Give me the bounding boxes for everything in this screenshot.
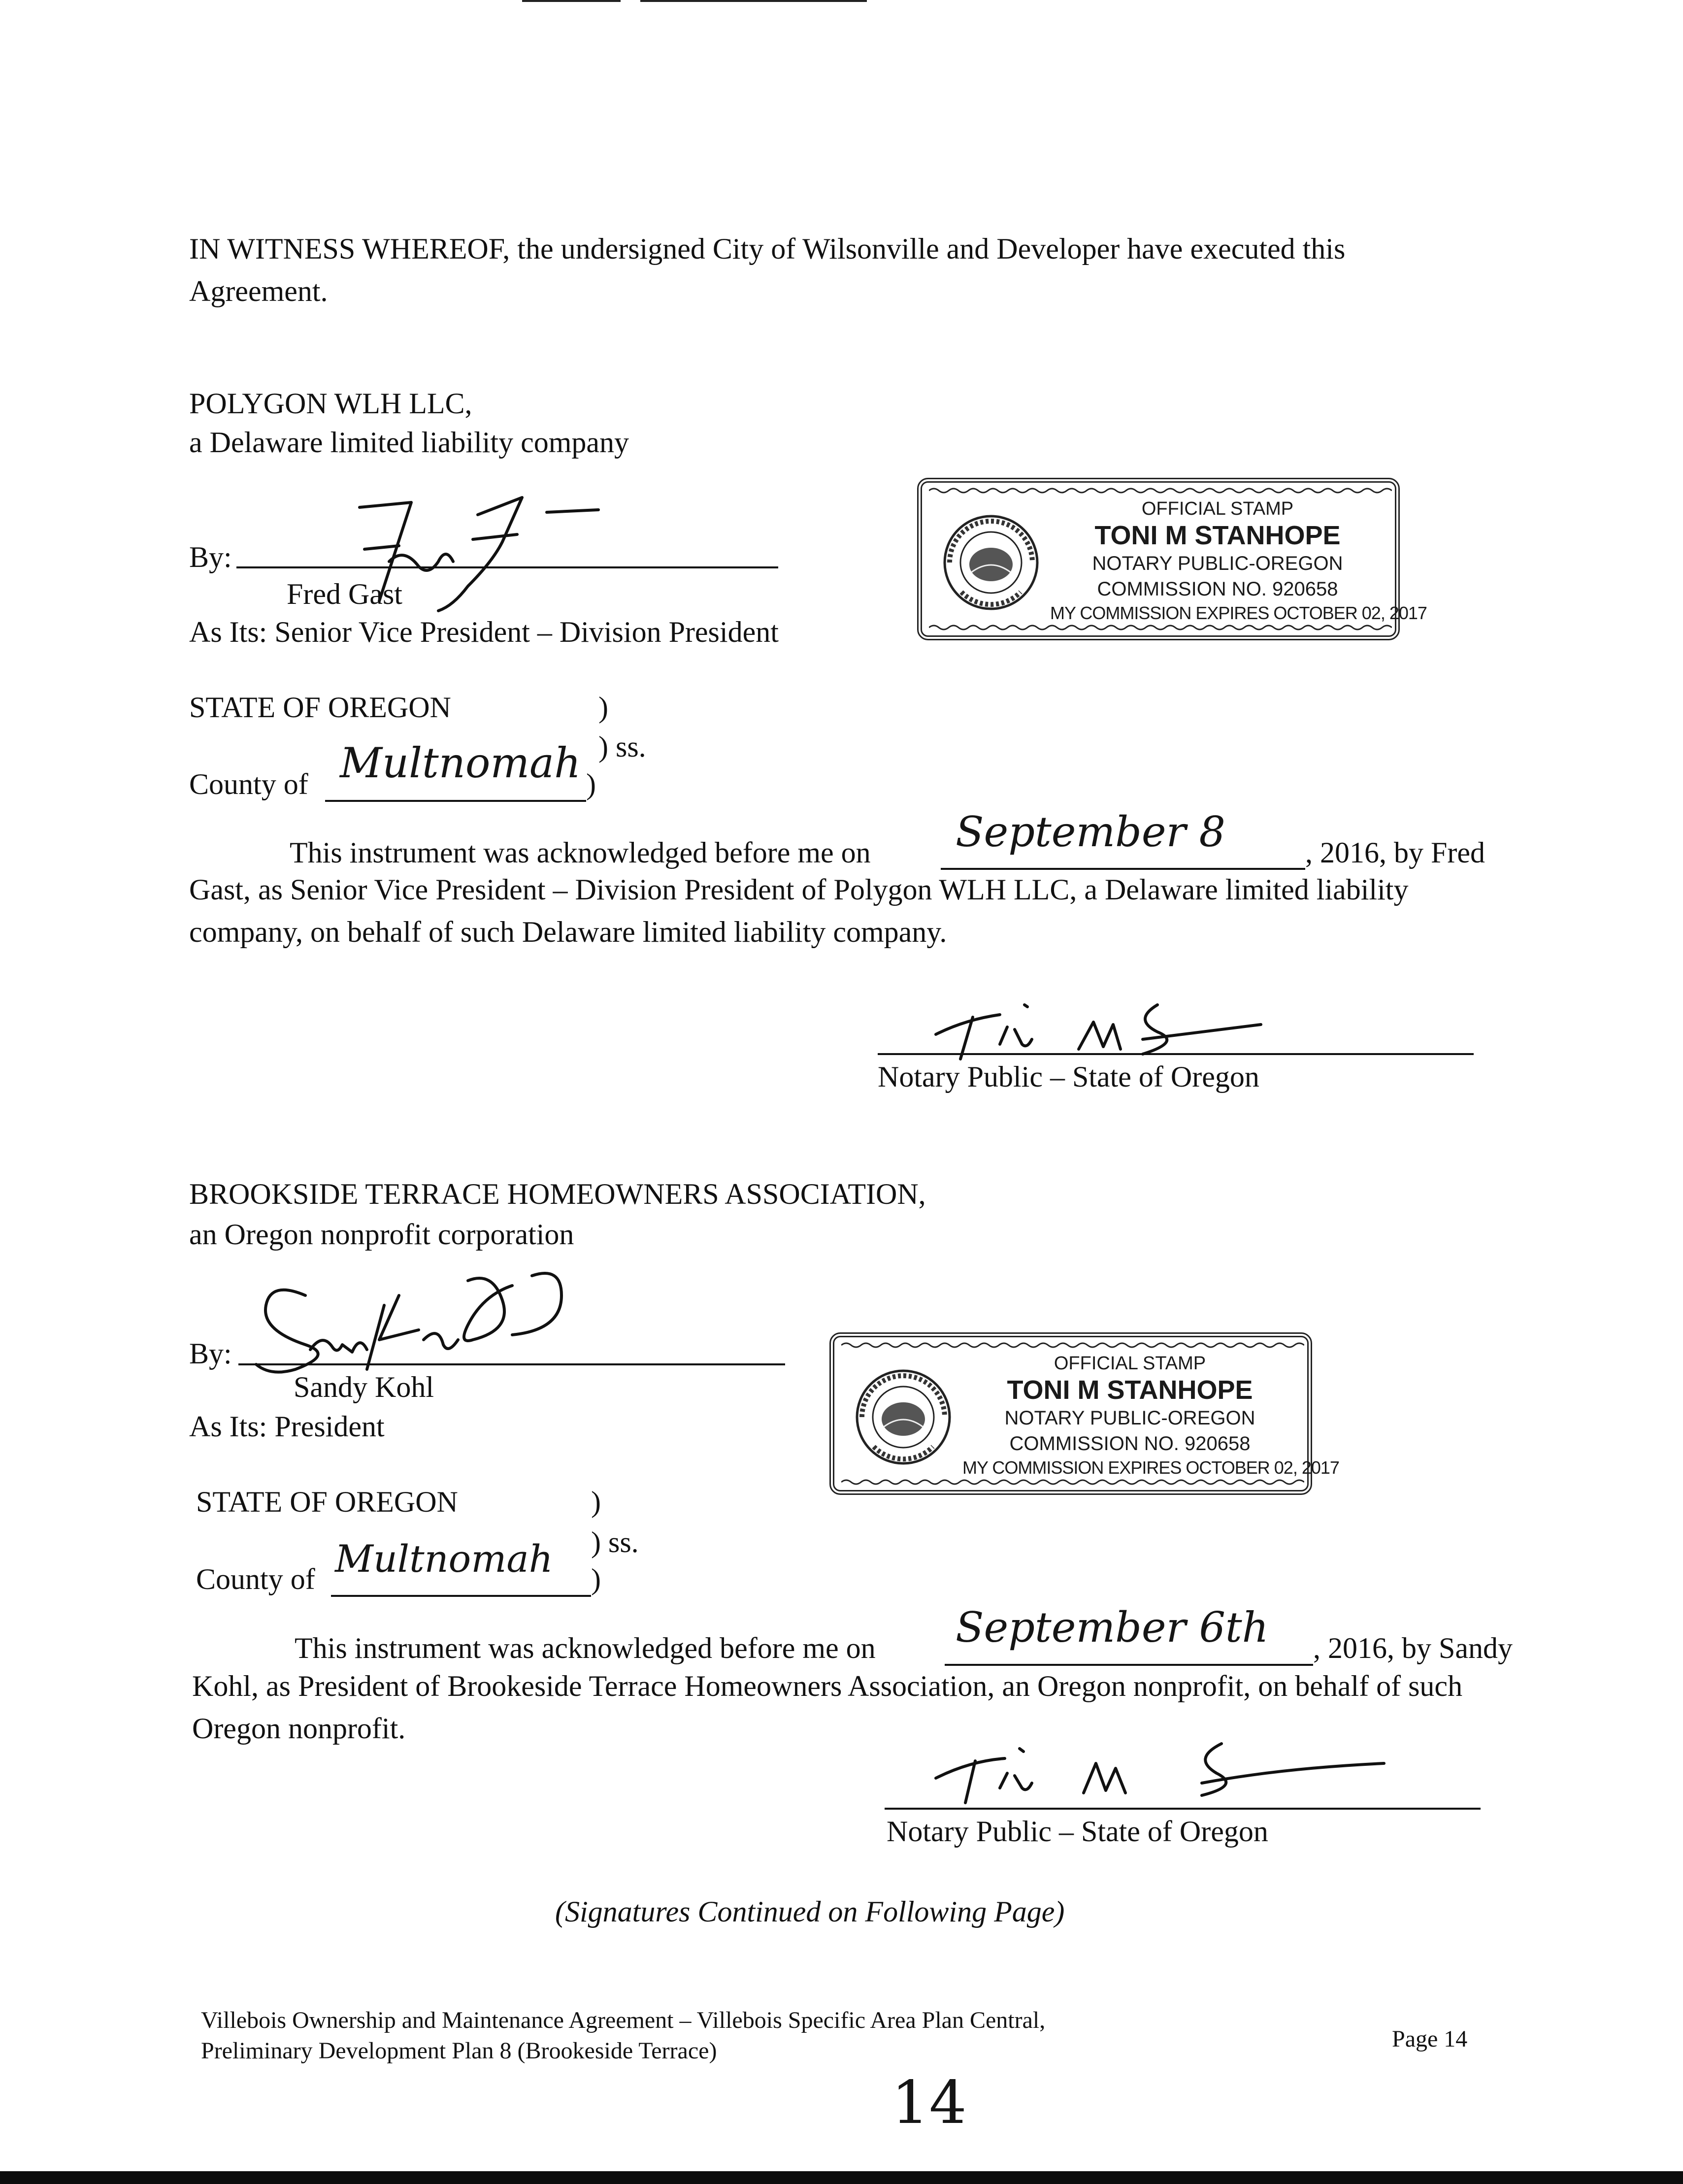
county-close-paren: )	[591, 1563, 601, 1595]
acknowledgment-body: Gast, as Senior Vice President – Division President of Polygon WLH LLC, a Delaware limited liability company, on behalf of such Delaware limited liability company.	[189, 873, 1409, 948]
stamp-official-label: OFFICIAL STAMP	[1141, 498, 1294, 519]
signatures-continued-note: (Signatures Continued on Following Page)	[555, 1895, 1065, 1928]
county-fill-line	[325, 800, 586, 802]
notary-state-label: STATE OF OREGON	[189, 691, 451, 724]
county-handwritten-value: Multnomah	[335, 1537, 553, 1581]
county-label: County of	[196, 1563, 315, 1595]
county-label: County of	[189, 768, 308, 800]
venue-ss: ) ss.	[591, 1526, 639, 1558]
association-by-label: By:	[189, 1337, 232, 1370]
stamp-notary-name: TONI M STANHOPE	[1007, 1375, 1253, 1405]
stamp-notary-name: TONI M STANHOPE	[1094, 521, 1341, 550]
acknowledgment-prefix: This instrument was acknowledged before me on	[290, 836, 871, 869]
stamp-commission-expiry: MY COMMISSION EXPIRES OCTOBER 02, 2017	[1050, 603, 1427, 623]
stamp-border-pattern	[929, 624, 1392, 631]
notary-public-label: Notary Public – State of Oregon	[887, 1815, 1268, 1848]
association-signer-title: As Its: President	[189, 1410, 385, 1443]
state-seal-icon	[854, 1368, 953, 1466]
developer-by-label: By:	[189, 541, 232, 573]
stamp-official-label: OFFICIAL STAMP	[1054, 1353, 1206, 1374]
stamp-commission-expiry: MY COMMISSION EXPIRES OCTOBER 02, 2017	[962, 1457, 1339, 1478]
notary-stamp	[829, 1332, 1339, 1495]
scan-artifact-bottom-bar	[0, 2171, 1683, 2184]
acknowledgment-body: Kohl, as President of Brookeside Terrace Homeowners Association, an Oregon nonprofit, on behalf of such Oregon nonprofit.	[192, 1670, 1463, 1745]
stamp-notary-title: NOTARY PUBLIC-OREGON	[1004, 1407, 1255, 1429]
county-close-paren: )	[586, 768, 596, 800]
notary-state-label: STATE OF OREGON	[196, 1486, 458, 1518]
notary-signature	[926, 985, 1281, 1069]
venue-paren: )	[598, 691, 608, 724]
scan-artifact-top-rule	[522, 0, 621, 2]
venue-ss: ) ss.	[598, 730, 646, 763]
acknowledgment-suffix: , 2016, by Fred	[1305, 836, 1485, 869]
developer-signer-title: As Its: Senior Vice President – Division President	[189, 616, 779, 648]
county-handwritten-value: Multnomah	[340, 739, 581, 787]
stamp-border-pattern	[929, 487, 1392, 495]
notary-stamp	[917, 478, 1427, 640]
developer-entity-type: a Delaware limited liability company	[189, 426, 629, 459]
stamp-notary-title: NOTARY PUBLIC-OREGON	[1092, 553, 1343, 574]
venue-paren: )	[591, 1486, 601, 1518]
notary-public-label: Notary Public – State of Oregon	[878, 1060, 1259, 1093]
stamp-commission-number: COMMISSION NO. 920658	[1009, 1433, 1251, 1455]
notary-signature-line	[885, 1808, 1481, 1810]
association-name: BROOKSIDE TERRACE HOMEOWNERS ASSOCIATION,	[189, 1178, 926, 1210]
footer-page-number: Page 14	[1392, 2026, 1468, 2052]
acknowledgment-prefix: This instrument was acknowledged before me on	[295, 1632, 876, 1664]
state-seal-icon	[942, 513, 1040, 612]
witness-clause: IN WITNESS WHEREOF, the undersigned City of Wilsonville and Developer have executed this Agreement.	[189, 232, 1346, 307]
scan-artifact-top-rule	[640, 0, 867, 2]
developer-name: POLYGON WLH LLC,	[189, 387, 472, 420]
notary-signature-line	[878, 1053, 1474, 1055]
footer-document-title: Villebois Ownership and Maintenance Agreement – Villebois Specific Area Plan Central,	[201, 2007, 1046, 2033]
developer-signer-name: Fred Gast	[287, 578, 402, 610]
acknowledgment-handwritten-date: September 6th	[956, 1603, 1269, 1652]
acknowledgment-suffix: , 2016, by Sandy	[1313, 1632, 1513, 1664]
association-entity-type: an Oregon nonprofit corporation	[189, 1218, 574, 1251]
footer-document-subtitle: Preliminary Development Plan 8 (Brookeside Terrace)	[201, 2038, 717, 2064]
stamp-border-pattern	[841, 1341, 1304, 1349]
stamp-border-pattern	[841, 1478, 1304, 1486]
handwritten-page-number: 14	[891, 2069, 967, 2137]
association-signature	[236, 1266, 581, 1379]
notary-signature	[926, 1729, 1399, 1813]
acknowledgment-handwritten-date: September 8	[956, 808, 1225, 856]
county-fill-line	[331, 1595, 591, 1597]
association-signer-name: Sandy Kohl	[294, 1371, 434, 1403]
stamp-commission-number: COMMISSION NO. 920658	[1097, 578, 1338, 600]
